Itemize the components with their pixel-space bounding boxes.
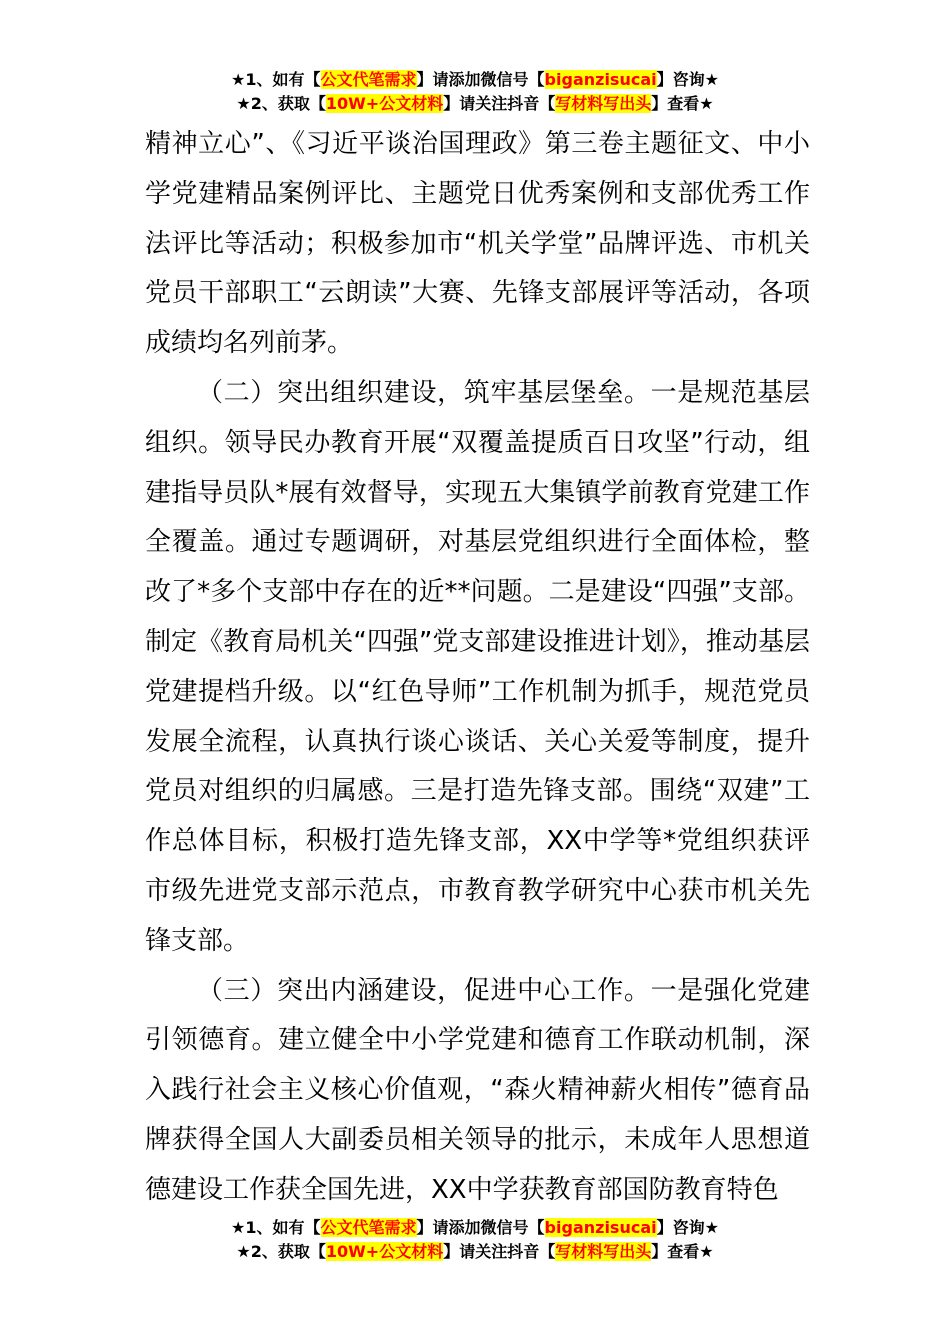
paragraph-connotation: （三）突出内涵建设，促进中心工作。一是强化党建引领德育。建立健全中小学党建和德育工作联动机制，深入践行社会主义核心价值观，“森火精神薪火相传”德育品牌获得全国人大副委员相关领导的批示，未成年人思想道德建设工作获全国先进，XX中学获教育部国防教育特色 [145, 975, 810, 1205]
banner-text: 】请添加微信号【 [416, 1218, 545, 1237]
banner-text: 】查看★ [651, 1242, 714, 1261]
banner-text: 】请添加微信号【 [416, 70, 545, 89]
highlight-materials: 10W+公文材料 [325, 1242, 444, 1261]
highlight-wechat-id: biganzisucai [544, 1218, 657, 1237]
header-banner [0, 68, 950, 116]
banner-line-1 [0, 1216, 950, 1240]
banner-line-1 [0, 68, 950, 92]
paragraph-organization: （二）突出组织建设，筑牢基层堡垒。一是规范基层组织。领导民办教育开展“双覆盖提质百日攻坚”行动，组建指导员队*展有效督导，实现五大集镇学前教育党建工作全覆盖。通过专题调研，对基层党组织进行全面体检，整改了*多个支部中存在的近**问题。二是建设“四强”支部。制定《教育局机关“四强”党支部建设推进计划》，推动基层党建提档升级。以“红色导师”工作机制为抓手，规范党员发展全流程，认真执行谈心谈话、关心关爱等制度，提升党员对组织的归属感。三是打造先锋支部。围绕“双建”工作总体目标，积极打造先锋支部，XX中学等*党组织获评市级先进党支部示范点，市教育教学研究中心获市机关先锋支部。 [145, 377, 810, 956]
highlight-wechat-id: biganzisucai [544, 70, 657, 89]
banner-text: 】咨询★ [656, 1218, 719, 1237]
banner-line-2 [0, 92, 950, 116]
banner-text: ★2、获取【 [236, 94, 326, 113]
highlight-materials: 10W+公文材料 [325, 94, 444, 113]
paragraph-continuation: 精神立心”、《习近平谈治国理政》第三卷主题征文、中小学党建精品案例评比、主题党日优秀案例和支部优秀工作法评比等活动；积极参加市“机关学堂”品牌评选、市机关党员干部职工“云朗读”大赛、先锋支部展评等活动，各项成绩均名列前茅。 [145, 129, 810, 359]
banner-text: ★1、如有【 [231, 1218, 321, 1237]
banner-line-2 [0, 1240, 950, 1264]
banner-text: 】请关注抖音【 [443, 1242, 556, 1261]
banner-text: ★1、如有【 [231, 70, 321, 89]
banner-text: ★2、获取【 [236, 1242, 326, 1261]
footer-banner [0, 1216, 950, 1264]
banner-text: 】请关注抖音【 [443, 94, 556, 113]
highlight-douyin-account: 写材料写出头 [555, 94, 652, 113]
banner-text: 】查看★ [651, 94, 714, 113]
document-body [145, 120, 810, 1216]
banner-text: 】咨询★ [656, 70, 719, 89]
highlight-douyin-account: 写材料写出头 [555, 1242, 652, 1261]
highlight-service: 公文代笔需求 [320, 70, 417, 89]
highlight-service: 公文代笔需求 [320, 1218, 417, 1237]
